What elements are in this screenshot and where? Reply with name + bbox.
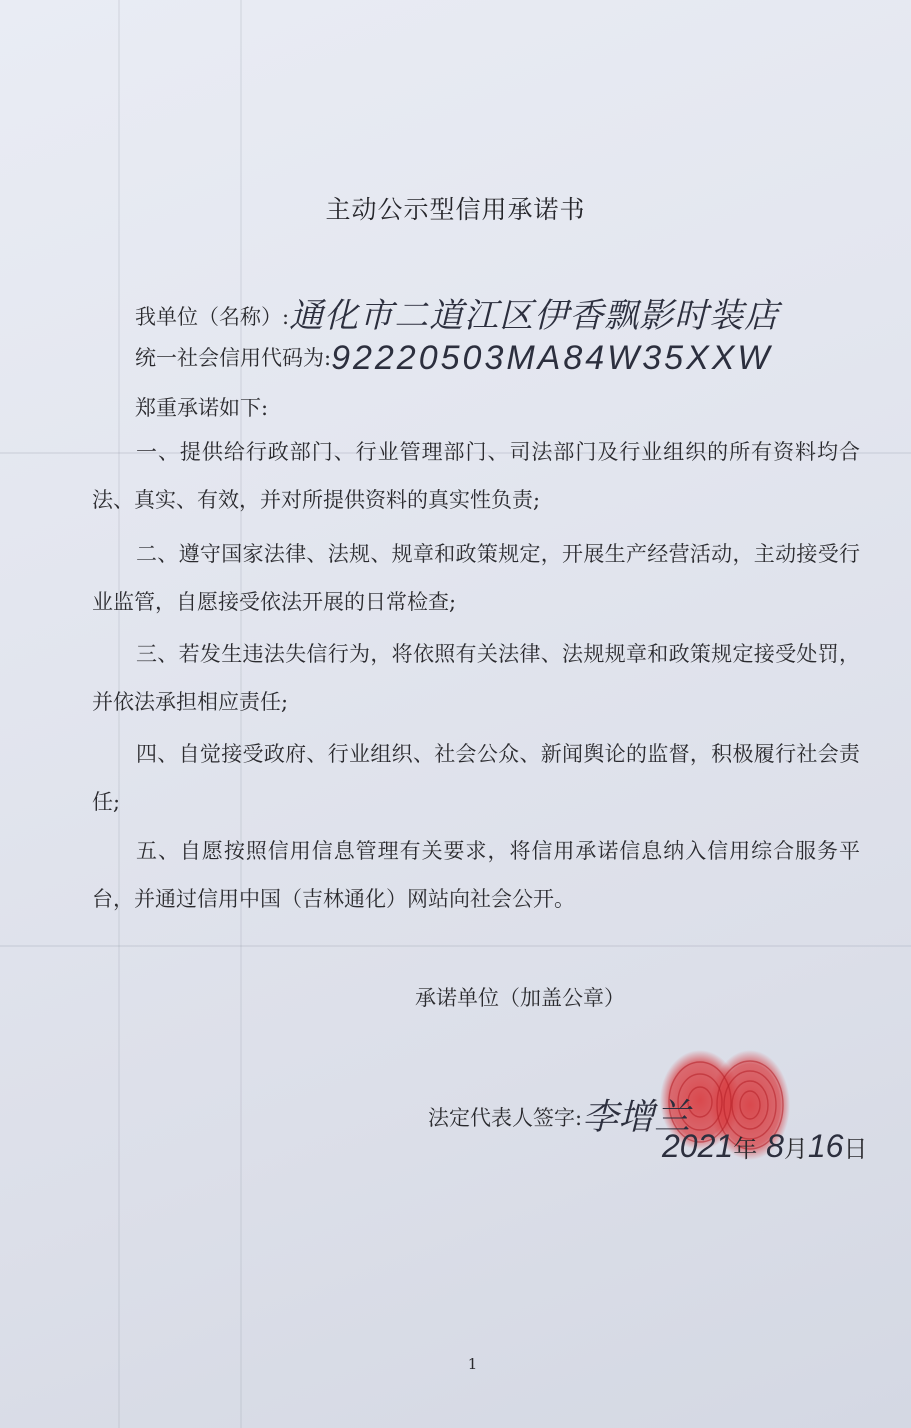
clause-3: 三、若发生违法失信行为，将依照有关法律、法规规章和政策规定接受处罚，并依法承担相应责任; bbox=[92, 642, 860, 714]
date-month: 8 bbox=[766, 1128, 784, 1164]
date-year-unit: 年 bbox=[733, 1135, 758, 1163]
unit-name-value: 通化市二道江区伊香飘影时装店 bbox=[289, 297, 780, 335]
credit-code-label: 统一社会信用代码为: bbox=[135, 346, 332, 370]
credit-code-value: 92220503MA84W35XXW bbox=[331, 339, 773, 377]
legal-representative-row bbox=[428, 1085, 690, 1136]
date-year: 2021 bbox=[662, 1128, 734, 1164]
date-day: 16 bbox=[807, 1128, 844, 1164]
date-day-unit: 日 bbox=[843, 1135, 868, 1163]
clause-1: 一、提供给行政部门、行业管理部门、司法部门及行业组织的所有资料均合法、真实、有效，并对所提供资料的真实性负责; bbox=[92, 440, 860, 512]
intro-text: 郑重承诺如下: bbox=[135, 396, 269, 420]
clause-4: 四、自觉接受政府、行业组织、社会公众、新闻舆论的监督，积极履行社会责任; bbox=[92, 742, 860, 814]
handwritten-signature: 李增兰 bbox=[582, 1096, 691, 1137]
paper-fold bbox=[0, 945, 911, 947]
credit-code-row bbox=[135, 335, 773, 377]
commit-unit-label: 承诺单位（加盖公章） bbox=[415, 986, 625, 1010]
document-title: 主动公示型信用承诺书 bbox=[325, 195, 586, 224]
date-month-unit: 月 bbox=[783, 1135, 808, 1163]
unit-name-label: 我单位（名称）: bbox=[135, 305, 290, 329]
clause-2: 二、遵守国家法律、法规、规章和政策规定，开展生产经营活动，主动接受行业监管，自愿接受依法开展的日常检查; bbox=[92, 542, 860, 614]
clause-5: 五、自愿按照信用信息管理有关要求，将信用承诺信息纳入信用综合服务平台，并通过信用中国（吉林通化）网站向社会公开。 bbox=[92, 839, 860, 911]
signing-date bbox=[662, 1128, 867, 1165]
unit-name-row bbox=[135, 285, 779, 334]
legal-rep-label: 法定代表人签字: bbox=[428, 1106, 583, 1130]
page-number: 1 bbox=[467, 1355, 478, 1373]
